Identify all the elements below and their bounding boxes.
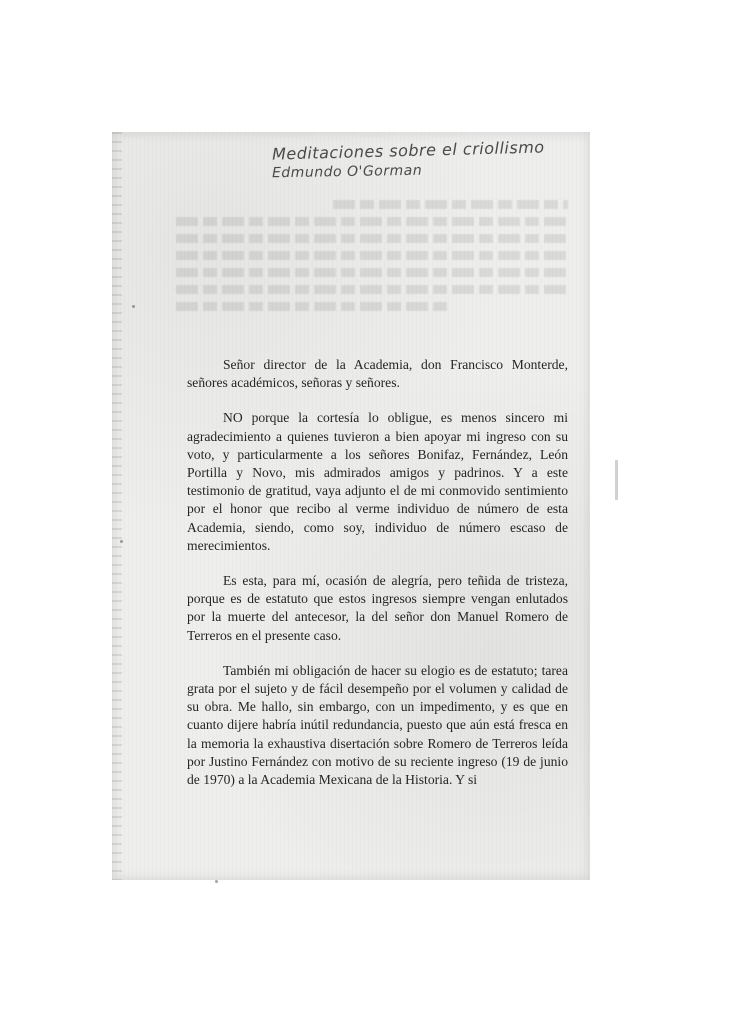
bleed-line <box>176 217 568 226</box>
bleed-line <box>333 200 568 209</box>
paragraph-sadness: Es esta, para mí, ocasión de alegría, pero teñida de tristeza, porque es de estatuto que estos ingresos siempre vengan enlutados por la muerte del antecesor, la del señor don Manuel Romero de Terreros en el presente caso. <box>187 573 568 643</box>
paragraph-salutation: Señor director de la Academia, don Francisco Monterde, señores académicos, señoras y señores. <box>187 357 568 391</box>
bleed-through-text <box>176 200 568 350</box>
speck <box>215 880 218 883</box>
paragraph-gratitude: NO porque la cortesía lo obligue, es menos sincero mi agradecimiento a quienes tuvieron a bien apoyar mi ingreso con su voto, y particularmente a los señores Bonifaz, Fernández, León Portilla y Novo, mis admirados amigos y padrinos. Y a este testimonio de gratitud, vaya adjunto el de mi conmovido sentimiento por el honor que recibo al verme individuo de número de esta Academia, siendo, como soy, individuo de número escaso de merecimientos. <box>187 410 568 553</box>
speck <box>120 540 123 543</box>
speck <box>132 305 135 308</box>
bleed-line <box>176 268 568 277</box>
handwritten-author: Edmundo O'Gorman <box>271 162 423 182</box>
margin-smudge <box>615 460 618 500</box>
paragraph-eulogy: También mi obligación de hacer su elogio es de estatuto; tarea grata por el sujeto y de fácil desempeño por el volumen y calidad de su obra. Me hallo, sin embargo, con un impedimento, y es que en cuanto dijere habría inútil redundancia, puesto que aún está fresca en la memoria la exhaustiva disertación sobre Romero de Terreros leída por Justino Fernández con motivo de su reciente ingreso (19 de junio de 1970) a la Academia Mexicana de la Historia. Y si <box>187 662 568 788</box>
bleed-line <box>176 285 568 294</box>
bleed-line <box>176 302 450 311</box>
speech-text <box>187 356 568 789</box>
handwritten-title: Meditaciones sobre el criollismo <box>271 137 545 164</box>
page-edge-shadow <box>112 132 122 880</box>
bleed-line <box>176 251 568 260</box>
bleed-line <box>176 234 568 243</box>
